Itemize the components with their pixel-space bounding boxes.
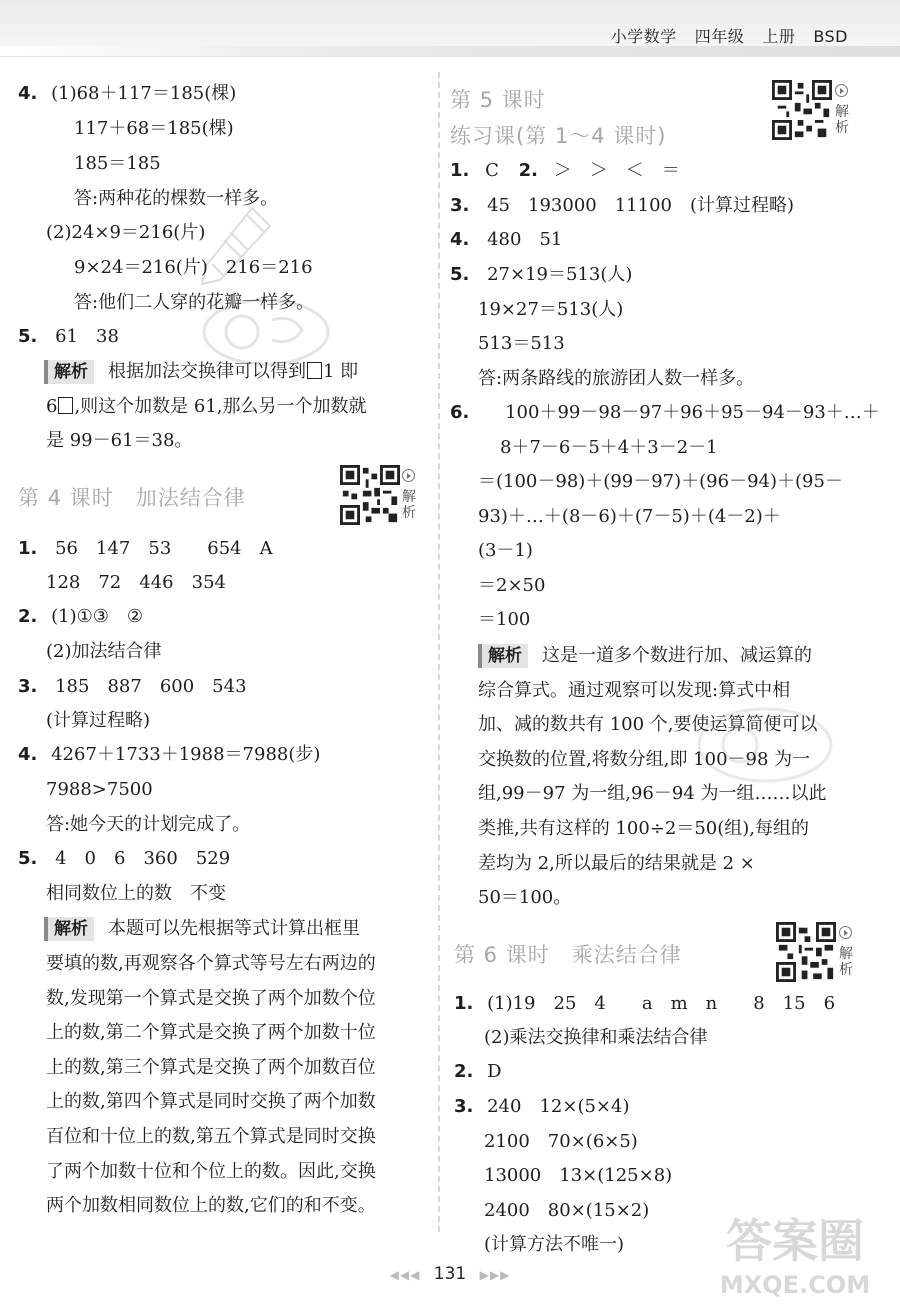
s4-q1-line-1: 56 147 53 654 A (55, 538, 273, 559)
question-number: 3. (18, 676, 38, 697)
question-number: 1. (450, 160, 470, 181)
s6-q2-row (454, 1060, 502, 1084)
qr-label: 解析 (835, 104, 849, 136)
play-icon[interactable] (839, 926, 852, 939)
s5-q5-answer: 答:两条路线的旅游团人数一样多。 (478, 368, 755, 389)
s5-q6-line-6: ＝2×50 (478, 575, 546, 596)
q4-answer-1: 答:两种花的棵数一样多。 (74, 188, 279, 209)
s5-q6-line-4: 93)＋…＋(8－6)＋(7－5)＋(4－2)＋ (478, 506, 781, 527)
section-5-title: 第 5 课时 (450, 88, 546, 112)
question-number: 4. (18, 83, 38, 104)
header-edition: BSD (813, 27, 848, 46)
analysis-2-line-2: 要填的数,再观察各个算式等号左右两边的 (46, 953, 376, 974)
s5-q3-row (450, 194, 794, 218)
s4-q4-line-1: 4267＋1733＋1988＝7988(步) (51, 744, 321, 765)
s4-q4-answer: 答:她今天的计划完成了。 (46, 814, 251, 835)
question-number: 2. (518, 160, 538, 181)
q5-row (18, 325, 119, 349)
question-number: 3. (450, 195, 470, 216)
s4-q3-line-1: 185 887 600 543 (55, 676, 247, 697)
analysis-2-text-1: 本题可以先根据等式计算出框里 (108, 918, 360, 939)
q5-answer: 61 38 (55, 326, 119, 347)
header-grade: 四年级 (694, 27, 745, 46)
s6-q1-line-2: (2)乘法交换律和乘法结合律 (484, 1027, 708, 1048)
qr-label: 解析 (839, 946, 853, 978)
s4-q1-line-2: 128 72 446 354 (46, 572, 226, 593)
q4-row-1 (18, 82, 236, 106)
s6-q3-line-3: 13000 13×(125×8) (484, 1165, 673, 1186)
q4-line-1: (1)68＋117＝185(棵) (51, 83, 237, 104)
s5-q5-line-1: 27×19＝513(人) (487, 264, 633, 285)
q4-answer-2: 答:他们二人穿的花瓣一样多。 (74, 292, 315, 313)
s5-q1-answer: C (485, 160, 499, 181)
analysis-2-line-3: 数,发现第一个算式是交换了两个加数个位 (46, 988, 376, 1009)
analysis-2-line-9: 两个加数相同数位上的数,它们的和不变。 (46, 1195, 376, 1216)
section-6-title: 第 6 课时 乘法结合律 (454, 943, 682, 967)
qr-code-icon[interactable] (776, 922, 836, 982)
s5-q6-line-3: ＝(100－98)＋(99－97)＋(96－94)＋(95－ (478, 471, 843, 492)
question-number: 1. (454, 993, 474, 1014)
s5-q4-answer: 480 51 (487, 229, 563, 250)
header-subject: 小学数学 (610, 27, 677, 46)
watermark-logo (700, 1205, 890, 1300)
q4-line-5: (2)24×9＝216(片) (46, 222, 206, 243)
header-band (0, 46, 900, 56)
analysis-3-line-2: 综合算式。通过观察可以发现:算式中相 (478, 680, 791, 701)
analysis-3-line-7: 差均为 2,所以最后的结果就是 2 × (478, 853, 755, 874)
analysis-2-line-7: 百位和十位上的数,第五个算式是同时交换 (46, 1126, 376, 1147)
analysis-tag: 解析 (478, 644, 528, 668)
q4-line-6: 9×24＝216(片) 216＝216 (74, 257, 313, 278)
question-number: 2. (454, 1061, 474, 1082)
s6-q3-row-1 (454, 1095, 629, 1119)
analysis-3-line-5: 组,99－97 为一组,96－94 为一组……以此 (478, 783, 827, 804)
question-number: 3. (454, 1096, 474, 1117)
s4-q4-line-2: 7988>7500 (46, 779, 153, 800)
analysis-1-line-1 (44, 360, 358, 384)
s6-q3-line-1: 240 12×(5×4) (487, 1096, 630, 1117)
analysis-1-line-2 (46, 395, 367, 419)
s5-q5-line-3: 513＝513 (478, 333, 565, 354)
s5-q6-line-7: ＝100 (478, 609, 531, 630)
page-number: 131 (433, 1264, 467, 1284)
qr-label: 解析 (402, 489, 416, 521)
page-footer (0, 1264, 900, 1284)
q4-line-3: 185＝185 (74, 153, 161, 174)
play-icon[interactable] (835, 84, 848, 97)
qr-code-icon[interactable] (340, 465, 400, 525)
s6-q1-line-1: (1)19 25 4 a m n 8 15 6 (487, 993, 836, 1014)
s4-q1-row-1 (18, 537, 273, 561)
question-number: 5. (18, 848, 38, 869)
analysis-2-line-1 (44, 917, 360, 941)
s6-q1-row-1 (454, 992, 835, 1016)
s4-q5-row-1 (18, 847, 230, 871)
s5-q6-line-5: (3－1) (478, 540, 533, 561)
blank-box-icon (58, 397, 73, 414)
blank-box-icon (307, 362, 322, 379)
question-number: 5. (18, 326, 38, 347)
analysis-3-line-4: 交换数的位置,将数分组,即 100－98 为一 (478, 749, 811, 770)
s5-q1-q2-row (450, 159, 680, 183)
pencil-stamp-icon (190, 196, 280, 296)
s6-q3-note: (计算方法不唯一) (484, 1234, 625, 1255)
analysis-3-line-8: 50＝100。 (478, 887, 572, 908)
header-volume: 上册 (762, 27, 796, 46)
s6-q2-answer: D (487, 1061, 502, 1082)
analysis-3-line-3: 加、减的数共有 100 个,要使运算简便可以 (478, 714, 818, 735)
s5-q6-line-2: 8＋7－6－5＋4＋3－2－1 (500, 437, 718, 458)
section-4-title: 第 4 课时 加法结合律 (18, 486, 246, 510)
s5-q6-row-1 (450, 401, 880, 425)
analysis-2-line-5: 上的数,第三个算式是交换了两个加数百位 (46, 1057, 376, 1078)
analysis-3-text-1: 这是一道多个数进行加、减运算的 (542, 645, 812, 666)
s5-q5-line-2: 19×27＝513(人) (478, 299, 624, 320)
s5-q5-row-1 (450, 263, 632, 287)
question-number: 2. (18, 606, 38, 627)
s4-q5-line-2: 相同数位上的数 不变 (46, 883, 226, 904)
play-icon[interactable] (402, 469, 415, 482)
analysis-tag: 解析 (44, 360, 94, 384)
s4-q5-line-1: 4 0 6 360 529 (55, 848, 231, 869)
s5-q6-line-1: 100＋99－98－97＋96＋95－94－93＋…＋ (505, 402, 880, 423)
page-header (0, 0, 900, 57)
question-number: 1. (18, 538, 38, 559)
question-number: 5. (450, 264, 470, 285)
prev-arrows-icon: ◀◀◀ (389, 1268, 421, 1282)
qr-code-icon[interactable] (772, 80, 832, 140)
analysis-1-line-3: 是 99－61＝38。 (46, 430, 193, 451)
question-number: 4. (450, 229, 470, 250)
s6-q3-line-4: 2400 80×(15×2) (484, 1200, 650, 1221)
analysis-3-line-1 (478, 644, 812, 668)
header-text (593, 24, 848, 47)
analysis-1-text-b: 1 即 (323, 361, 359, 382)
watermark-url: MXQE.COM (719, 1271, 871, 1299)
section-5-subtitle: 练习课(第 1～4 课时) (450, 124, 667, 148)
q4-line-2: 117＋68＝185(棵) (74, 118, 234, 139)
analysis-1-text-c: 6 (46, 396, 58, 417)
s5-q4-row (450, 228, 562, 252)
column-divider (438, 72, 440, 1232)
s6-q3-line-2: 2100 70×(6×5) (484, 1131, 638, 1152)
watermark-text: 答案圈 (726, 1214, 864, 1268)
s5-q2-answer: ＞ ＞ ＜ ＝ (553, 160, 680, 181)
analysis-1-text-d: ,则这个加数是 61,那么另一个加数就 (74, 396, 367, 417)
analysis-3-line-6: 类推,共有这样的 100÷2＝50(组),每组的 (478, 818, 810, 839)
s4-q2-line-2: (2)加法结合律 (46, 641, 162, 662)
s5-q3-answer: 45 193000 11100 (计算过程略) (487, 195, 795, 216)
s4-q3-line-2: (计算过程略) (46, 710, 151, 731)
analysis-2-line-6: 上的数,第四个算式是同时交换了两个加数 (46, 1091, 376, 1112)
question-number: 6. (450, 402, 470, 423)
analysis-tag: 解析 (44, 917, 94, 941)
analysis-2-line-4: 上的数,第二个算式是交换了两个加数十位 (46, 1022, 376, 1043)
analysis-2-line-8: 了两个加数十位和个位上的数。因此,交换 (46, 1161, 376, 1182)
analysis-1-text-a: 根据加法交换律可以得到 (108, 361, 306, 382)
s4-q4-row-1 (18, 743, 320, 767)
question-number: 4. (18, 744, 38, 765)
s4-q3-row-1 (18, 675, 247, 699)
next-arrows-icon: ▶▶▶ (479, 1268, 511, 1282)
s4-q2-row-1 (18, 605, 143, 629)
s4-q2-line-1: (1)①③ ② (51, 606, 144, 627)
